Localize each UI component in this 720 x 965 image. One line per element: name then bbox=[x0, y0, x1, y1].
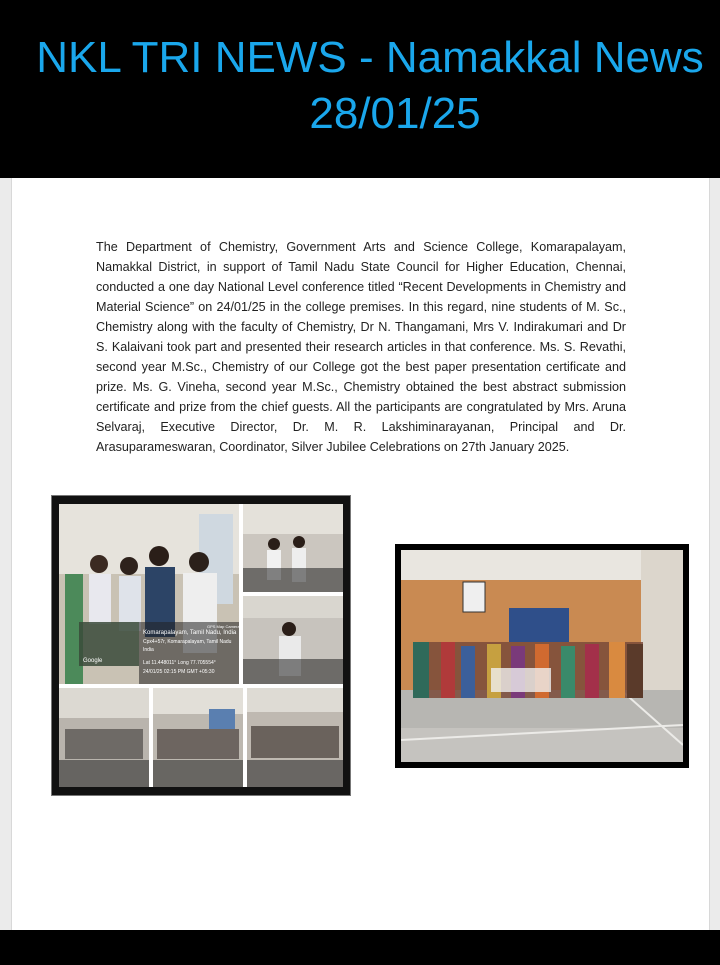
gps-location-line1: Komarapalayam, Tamil Nadu, India bbox=[143, 630, 237, 636]
gps-badge: GPS Map Camera bbox=[207, 624, 240, 629]
map-google-label: Google bbox=[83, 658, 103, 664]
gps-location-line3: India bbox=[143, 647, 154, 653]
gps-timestamp: 24/01/25 02:15 PM GMT +05:30 bbox=[143, 669, 215, 675]
gps-coordinates: Lat 11.448011° Long 77.705554° bbox=[143, 660, 216, 666]
group-photo-graphic bbox=[401, 550, 683, 762]
news-header bbox=[0, 0, 720, 178]
gps-location-line2: Cpx4+57r, Komarapalayam, Tamil Nadu bbox=[143, 639, 232, 645]
header-date: 28/01/25 bbox=[309, 89, 481, 138]
conference-photo-collage bbox=[52, 496, 350, 795]
group-photo bbox=[395, 544, 689, 768]
article-paragraph: The Department of Chemistry, Government Arts and Science College, Komarapalayam, Namakkal District, in support of Tamil Nadu State Council for Higher Education, Chennai, conducted a one day National Level conference titled “Recent Developments in Chemistry and Material Science” on 24/01/25 in the college premises. In this regard, nine students of M. Sc., Chemistry along with the faculty of Chemistry, Dr N. Thangamani, Mrs V. Indirakumari and Dr S. Kalaivani took part and presented their research articles in that conference. Ms. S. Revathi, second year M.Sc., Chemistry of our College got the best paper presentation certificate and prize. Ms. G. Vineha, second year M.Sc., Chemistry obtained the best abstract submission certificate and prize from the chief guests. All the participants are congratulated by Mrs. Aruna Selvaraj, Executive Director, Dr. M. R. Lakshiminarayanan, Principal and Dr. Arasuparameswaran, Coordinator, Silver Jubilee Celebrations on 27th January 2025. bbox=[96, 240, 626, 454]
document-page bbox=[11, 178, 710, 930]
document-viewer[interactable] bbox=[0, 178, 720, 930]
collage-graphic bbox=[59, 504, 343, 787]
header-title: NKL TRI NEWS - Namakkal News bbox=[36, 33, 704, 82]
bottom-bar bbox=[0, 930, 720, 965]
